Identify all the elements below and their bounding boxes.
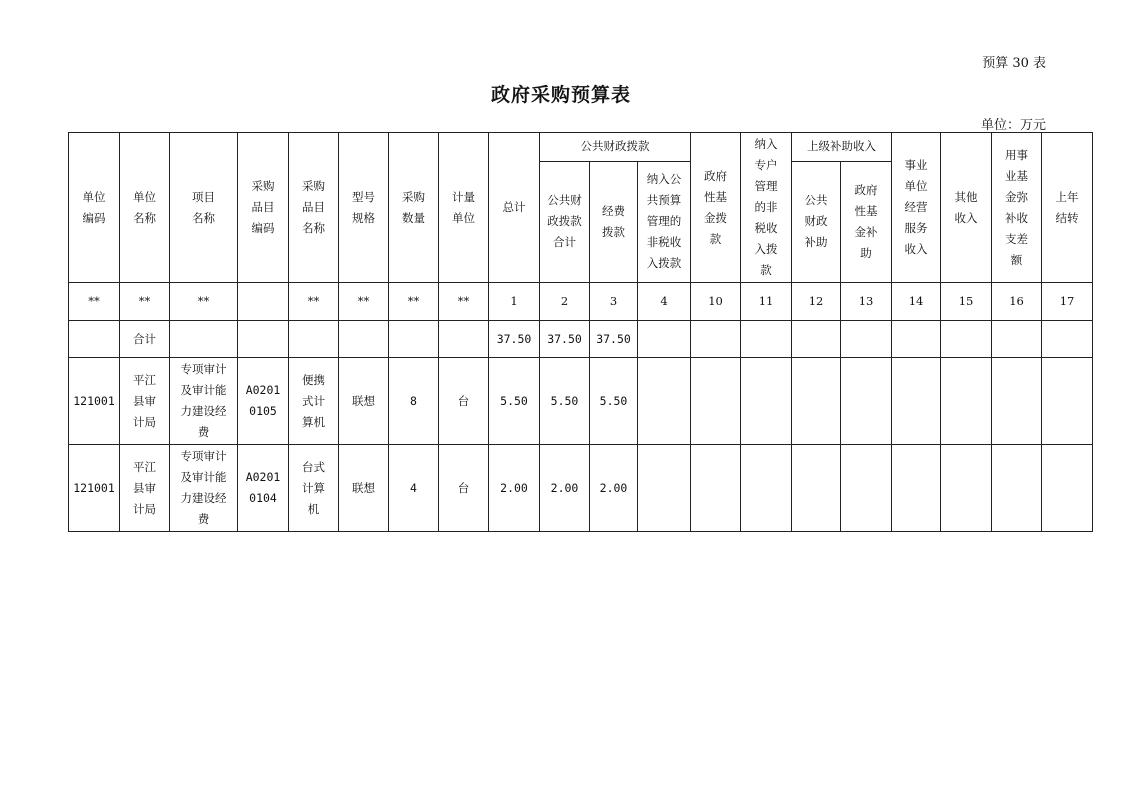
header-project-name: 项目 名称: [170, 133, 238, 283]
expense-allocation-amount: 37.50: [590, 321, 638, 358]
project-name-cell: 专项审计 及审计能 力建设经 费: [170, 445, 238, 532]
table-cell: [841, 358, 892, 445]
table-row: [69, 358, 1093, 445]
index-cell: 3: [590, 283, 638, 321]
model-spec-cell: 联想: [339, 445, 389, 532]
index-cell: 12: [792, 283, 841, 321]
header-other-income: 其他 收入: [941, 133, 992, 283]
header-quantity: 采购 数量: [389, 133, 439, 283]
header-model-spec: 型号 规格: [339, 133, 389, 283]
index-cell: **: [339, 283, 389, 321]
table-cell: [238, 321, 289, 358]
public-fiscal-subtotal-amount: 37.50: [540, 321, 590, 358]
index-cell: **: [389, 283, 439, 321]
procurement-budget-table: [68, 132, 1093, 532]
item-code-cell: A0201 0105: [238, 358, 289, 445]
table-cell: [992, 321, 1042, 358]
index-cell: 16: [992, 283, 1042, 321]
item-name-cell: 台式 计算 机: [289, 445, 339, 532]
table-cell: [992, 445, 1042, 532]
unit-name-cell: 平江 县审 计局: [120, 445, 170, 532]
unit-code-cell: 121001: [69, 358, 120, 445]
table-cell: [339, 321, 389, 358]
item-code-cell: A0201 0104: [238, 445, 289, 532]
index-cell: **: [289, 283, 339, 321]
total-label: 合计: [120, 321, 170, 358]
index-cell: 15: [941, 283, 992, 321]
index-cell: [238, 283, 289, 321]
table-cell: [691, 445, 741, 532]
header-item-name: 采购 品目 名称: [289, 133, 339, 283]
index-cell: 4: [638, 283, 691, 321]
table-cell: [170, 321, 238, 358]
table-cell: [841, 445, 892, 532]
table-cell: [792, 358, 841, 445]
table-cell: [638, 445, 691, 532]
table-cell: [289, 321, 339, 358]
header-carryover: 上年 结转: [1042, 133, 1093, 283]
item-name-cell: 便携 式计 算机: [289, 358, 339, 445]
header-special-nontax: 纳入 专户 管理 的非 税收 入拨 款: [741, 133, 792, 283]
table-cell: [992, 358, 1042, 445]
measure-unit-cell: 台: [439, 358, 489, 445]
header-gov-fund: 政府 性基 金拨 款: [691, 133, 741, 283]
header-fund-makeup: 用事 业基 金弥 补收 支差 额: [992, 133, 1042, 283]
total-cell: 5.50: [489, 358, 540, 445]
unit-label: 单位：万元: [980, 118, 1046, 133]
expense-allocation-cell: 2.00: [590, 445, 638, 532]
index-cell: 17: [1042, 283, 1093, 321]
table-cell: [691, 358, 741, 445]
header-superior-fund: 政府 性基 金补 助: [841, 161, 892, 282]
project-name-cell: 专项审计 及审计能 力建设经 费: [170, 358, 238, 445]
header-item-code: 采购 品目 编码: [238, 133, 289, 283]
header-total: 总计: [489, 133, 540, 283]
table-cell: [389, 321, 439, 358]
table-cell: [892, 445, 941, 532]
table-cell: [638, 321, 691, 358]
unit-code-cell: 121001: [69, 445, 120, 532]
table-cell: [741, 445, 792, 532]
table-cell: [439, 321, 489, 358]
unit-name-cell: 平江 县审 计局: [120, 358, 170, 445]
index-cell: **: [439, 283, 489, 321]
table-cell: [792, 321, 841, 358]
header-superior-public: 公共 财政 补助: [792, 161, 841, 282]
table-cell: [941, 321, 992, 358]
model-spec-cell: 联想: [339, 358, 389, 445]
index-cell: 1: [489, 283, 540, 321]
index-cell: **: [120, 283, 170, 321]
header-public-fiscal-group: 公共财政拨款: [540, 133, 691, 162]
table-cell: [1042, 321, 1093, 358]
index-cell: 13: [841, 283, 892, 321]
table-cell: [941, 445, 992, 532]
table-row: [69, 445, 1093, 532]
table-cell: [941, 358, 992, 445]
header-superior-group: 上级补助收入: [792, 133, 892, 162]
index-cell: 2: [540, 283, 590, 321]
table-cell: [892, 321, 941, 358]
header-unit-code: 单位 编码: [69, 133, 120, 283]
index-cell: 10: [691, 283, 741, 321]
table-cell: [638, 358, 691, 445]
total-amount: 37.50: [489, 321, 540, 358]
header-expense-allocation: 经费 拨款: [590, 161, 638, 282]
table-cell: [1042, 358, 1093, 445]
total-cell: 2.00: [489, 445, 540, 532]
index-cell: 11: [741, 283, 792, 321]
total-row: [69, 321, 1093, 358]
table-cell: [892, 358, 941, 445]
header-measure-unit: 计量 单位: [439, 133, 489, 283]
index-cell: **: [170, 283, 238, 321]
public-fiscal-subtotal-cell: 5.50: [540, 358, 590, 445]
quantity-cell: 8: [389, 358, 439, 445]
table-cell: [691, 321, 741, 358]
table-cell: [69, 321, 120, 358]
table-cell: [741, 358, 792, 445]
expense-allocation-cell: 5.50: [590, 358, 638, 445]
page-title: 政府采购预算表: [490, 84, 631, 106]
table-cell: [841, 321, 892, 358]
public-fiscal-subtotal-cell: 2.00: [540, 445, 590, 532]
table-cell: [1042, 445, 1093, 532]
table-cell: [741, 321, 792, 358]
measure-unit-cell: 台: [439, 445, 489, 532]
index-cell: **: [69, 283, 120, 321]
index-cell: 14: [892, 283, 941, 321]
header-business-income: 事业 单位 经营 服务 收入: [892, 133, 941, 283]
quantity-cell: 4: [389, 445, 439, 532]
table-cell: [792, 445, 841, 532]
form-number: 预算 30 表: [982, 56, 1046, 71]
header-public-fiscal-subtotal: 公共财 政拨款 合计: [540, 161, 590, 282]
header-unit-name: 单位 名称: [120, 133, 170, 283]
index-row: [69, 283, 1093, 321]
header-nontax-in-budget: 纳入公 共预算 管理的 非税收 入拨款: [638, 161, 691, 282]
